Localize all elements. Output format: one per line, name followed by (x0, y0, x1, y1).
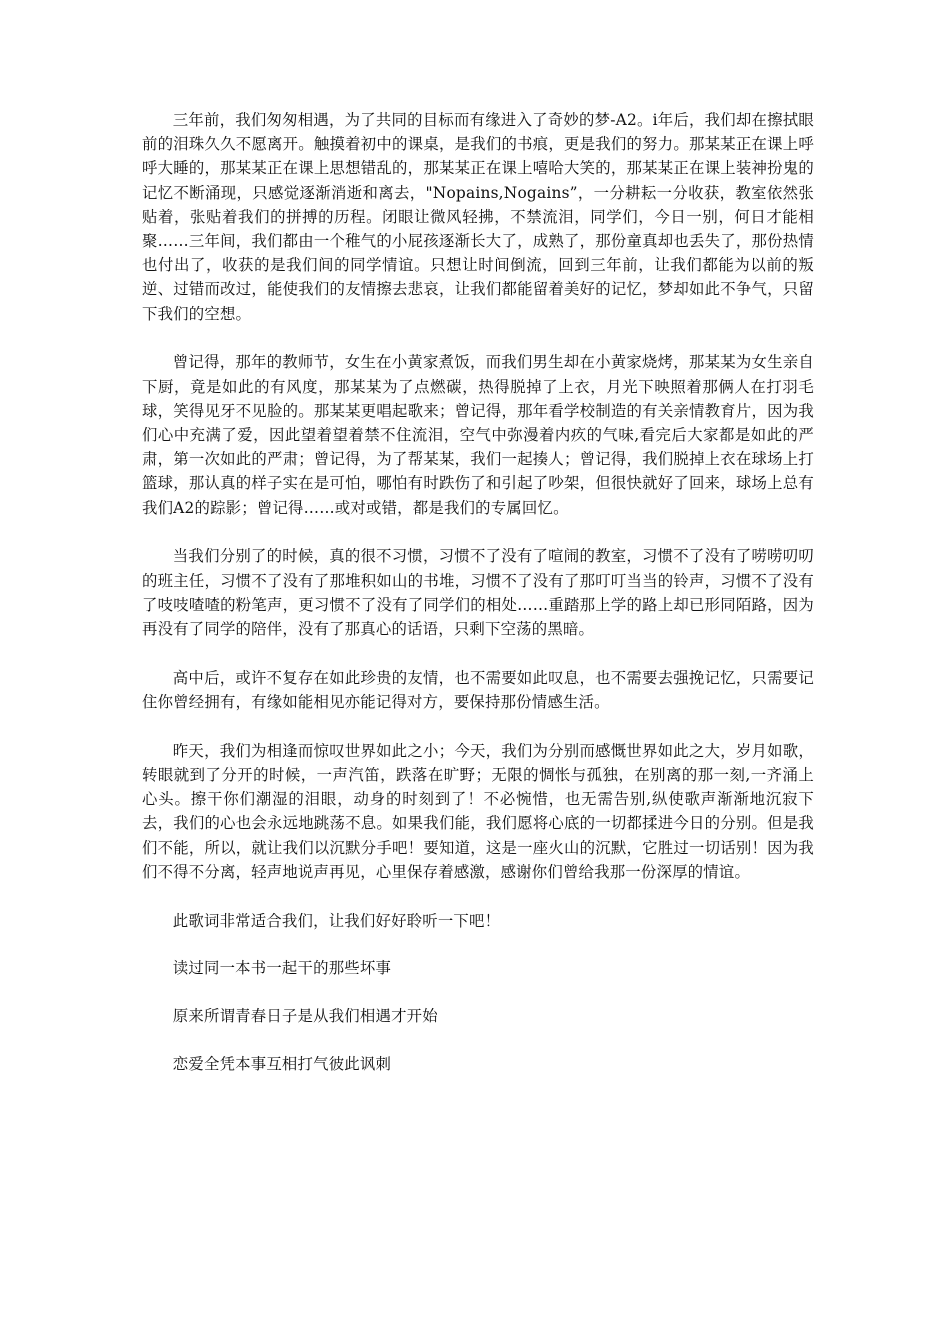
lyric-line-3: 恋爱全凭本事互相打气彼此讽刺 (172, 1055, 392, 1074)
paragraph-farewell: 昨天，我们为相逢而惊叹世界如此之小；今天，我们为分别而感慨世界如此之大，岁月如歌，转眼就到了分开的时候，一声汽笛，跌落在旷野；无限的惆怅与孤独，在别离的那一刻,一齐涌上心头。擦干你们潮湿的泪眼，动身的时刻到了！不必惋惜，也无需告别,纵使歌声渐渐地沉寂下去，我们的心也会永远地跳荡不息。如果我们能，我们愿将心底的一切都揉进今日的分别。但是我们不能，所以，就让我们以沉默分手吧！要知道，这是一座火山的沉默，它胜过一切话别！因为我们不得不分离，轻声地说声再见，心里保存着感激，感谢你们曾给我那一份深厚的情谊。 (142, 741, 814, 881)
paragraph-memories: 曾记得，那年的教师节，女生在小黄家煮饭，而我们男生却在小黄家烧烤，那某某为女生亲自下厨，竟是如此的有风度，那某某为了点燃碳，热得脱掉了上衣，月光下映照着那俩人在打羽毛球，笑得见牙不见脸的。那某某更唱起歌来；曾记得，那年看学校制造的有关亲情教育片，因为我们心中充满了爱，因此望着望着禁不住流泪，空气中弥漫着内疚的气味,看完后大家都是如此的严肃，第一次如此的严肃；曾记得，为了帮某某，我们一起揍人；曾记得，我们脱掉上衣在球场上打篮球，那认真的样子实在是可怕，哪怕有时跌伤了和引起了吵架，但很快就好了回来，球场上总有我们A2的踪影；曾记得……或对或错，都是我们的专属回忆。 (142, 353, 814, 517)
document-body (142, 108, 814, 1076)
lyric-line-1: 读过同一本书一起干的那些坏事 (172, 959, 392, 978)
paragraph-first-meeting: 三年前，我们匆匆相遇，为了共同的目标而有缘进入了奇妙的梦-A2。i年后，我们却在擦拭眼前的泪珠久久不愿离开。触摸着初中的课桌，是我们的书痕，更是我们的努力。那某某正在课上呼呼大睡的，那某某正在课上思想错乱的，那某某正在课上嘻哈大笑的，那某某正在课上装神扮鬼的记忆不断涌现，只感觉逐渐消逝和离去，"Nopains,Nogains”，一分耕耘一分收获，教室依然张贴着，张贴着我们的拼搏的历程。闭眼让微风轻拂，不禁流泪，同学们，今日一别，何日才能相聚……三年间，我们都由一个稚气的小屁孩逐渐长大了，成熟了，那份童真却也丢失了，那份热情也付出了，收获的是我们间的同学情谊。只想让时间倒流，回到三年前，让我们都能为以前的叛逆、过错而改过，能使我们的友情擦去悲哀，让我们都能留着美好的记忆，梦却如此不争气，只留下我们的空想。 (142, 111, 814, 323)
paragraph-high-school: 高中后，或许不复存在如此珍贵的友情，也不需要如此叹息，也不需要去强挽记忆，只需要记住你曾经拥有，有缘如能相见亦能记得对方，要保持那份情感生活。 (142, 668, 814, 712)
lyric-line-2: 原来所谓青春日子是从我们相遇才开始 (172, 1007, 438, 1026)
paragraph-separation: 当我们分别了的时候，真的很不习惯，习惯不了没有了喧闹的教室，习惯不了没有了唠唠叨叨的班主任，习惯不了没有了那堆积如山的书堆，习惯不了没有了那叮叮当当的铃声，习惯不了没有了吱吱喳喳的粉笔声，更习惯不了没有了同学们的相处……重踏那上学的路上却已形同陌路，因为再没有了同学的陪伴，没有了那真心的话语，只剩下空荡的黑暗。 (142, 547, 814, 639)
lyrics-intro: 此歌词非常适合我们，让我们好好聆听一下吧！ (172, 911, 501, 930)
